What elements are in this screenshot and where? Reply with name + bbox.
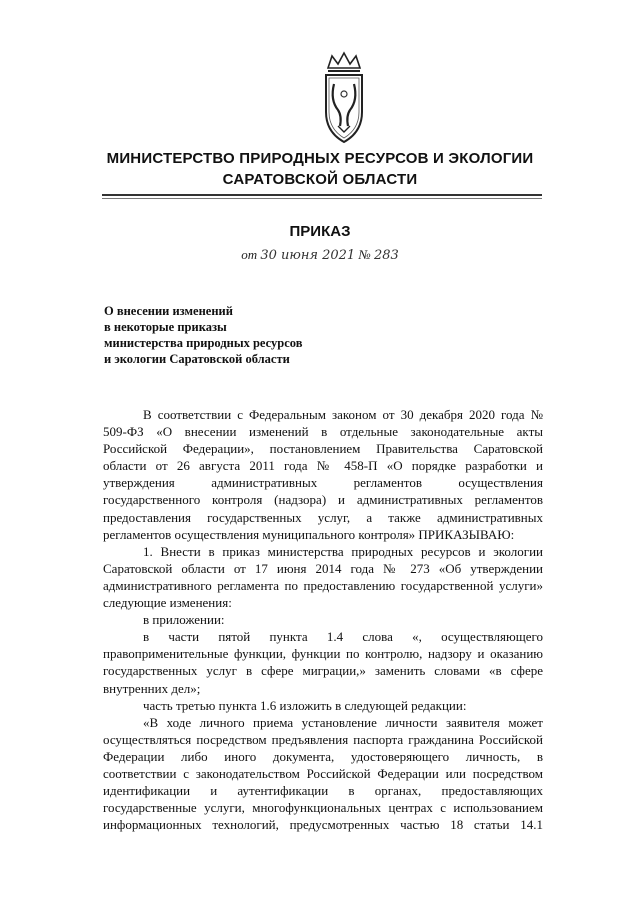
body-line: 1. Внести в приказ министерства природных ресурсов и экологии — [143, 543, 543, 559]
body-line: государственного контроля (надзора) и административных регламентов — [103, 492, 543, 508]
number-sign: № — [358, 247, 371, 262]
body-line: в части пятой пункта 1.4 слова «, осуществляющего — [143, 629, 543, 645]
number-handwritten: 283 — [373, 248, 399, 263]
ministry-name-line2: САРАТОВСКОЙ ОБЛАСТИ — [222, 171, 418, 188]
subject-line: О внесении изменений — [104, 304, 233, 318]
date-handwritten: 30 июня 2021 — [260, 248, 356, 263]
body-line: осуществляться посредством предъявления паспорта гражданина Российской — [103, 731, 543, 747]
body-line: внутренних дел»; — [103, 680, 201, 696]
document-title: ПРИКАЗ — [289, 223, 351, 240]
subject-line: в некоторые приказы — [104, 320, 227, 334]
body-line: информационных технологий, предусмотренных частью 18 статьи 14.1 — [103, 817, 543, 833]
body-line: В соответствии с Федеральным законом от 30 декабря 2020 года № — [143, 407, 543, 422]
body-line: государственных услуг в сфере миграции,» заменить словами «в сфере — [103, 663, 543, 679]
document-subject — [104, 303, 404, 367]
document-date-number — [0, 247, 640, 263]
body-line: государственные услуги, многофункциональных центрах с использованием — [103, 800, 543, 816]
body-line: соответствии с законодательством Российской Федерации или посредством — [103, 765, 543, 781]
body-line: «В ходе личного приема установление личности заявителя может — [143, 714, 543, 730]
body-line: регламентов осуществления муниципального контроля» ПРИКАЗЫВАЮ: — [103, 526, 515, 542]
subject-line: и экологии Саратовской области — [104, 352, 290, 366]
body-line: административного регламента по предоставлению государственной услуги» — [103, 577, 543, 593]
subject-line: министерства природных ресурсов — [104, 336, 303, 350]
body-line: утверждения административных регламентов осуществления — [103, 475, 543, 491]
body-line: следующие изменения: — [103, 595, 232, 611]
body-line: Российской Федерации», постановлением Правительства Саратовской — [103, 441, 543, 457]
body-line: Федерации либо иного документа, удостоверяющего личность, в — [103, 748, 543, 764]
body-line: идентификации и аутентификации в органах, предоставляющих — [103, 783, 543, 799]
body-line: Саратовской области от 17 июня 2014 года № 273 «Об утверждении — [103, 560, 543, 576]
document-body — [103, 406, 543, 833]
header-divider — [102, 194, 542, 199]
body-line: правоприменительные функции, функции по контролю, надзору и оказанию — [103, 646, 543, 662]
body-line: области от 26 августа 2011 года № 458-П «О порядке разработки и — [103, 458, 543, 474]
coat-of-arms-icon — [318, 50, 370, 150]
body-line: в приложении: — [143, 612, 225, 628]
body-line: часть третью пункта 1.6 изложить в следующей редакции: — [143, 697, 467, 713]
ministry-name-line1: МИНИСТЕРСТВО ПРИРОДНЫХ РЕСУРСОВ И ЭКОЛОГИИ — [106, 150, 534, 167]
date-prefix: от — [241, 247, 258, 262]
body-line: предоставления государственных услуг, а также административных — [103, 509, 543, 525]
body-line: 509-ФЗ «О внесении изменений в отдельные законодательные акты — [103, 424, 543, 440]
